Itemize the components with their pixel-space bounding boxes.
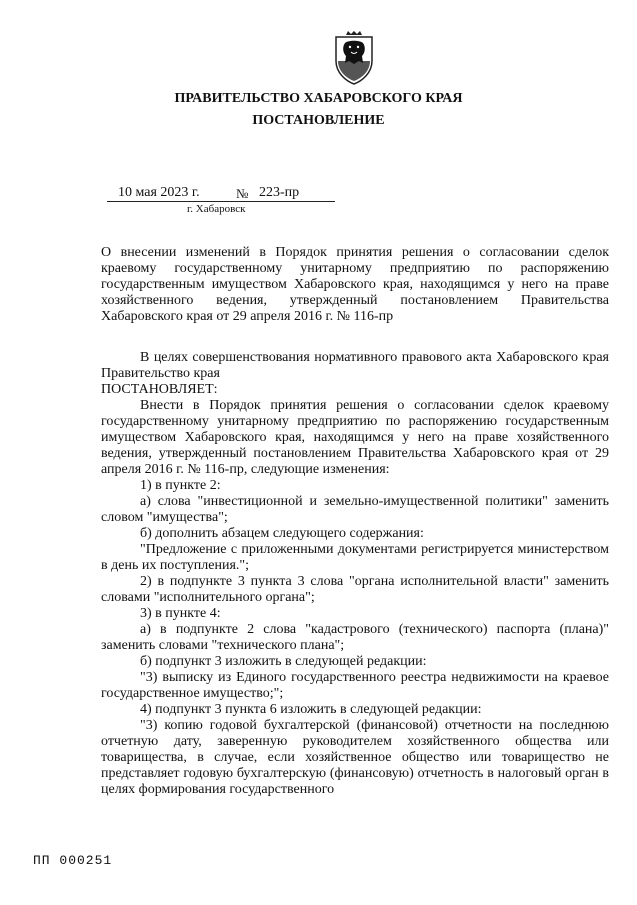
khabarovsk-coat-of-arms-icon bbox=[332, 31, 376, 85]
document-date: 10 мая 2023 г. bbox=[118, 185, 200, 200]
date-number-underline bbox=[107, 201, 335, 202]
preamble: В целях совершенствования нормативного правового акта Хабаровского края Правительство края bbox=[101, 350, 609, 381]
item-1b-quote: "Предложение с приложенными документами регистрируется министерством в день их поступления."; bbox=[101, 542, 609, 573]
item-3b-quote: "3) выписку из Единого государственного реестра недвижимости на краевое государственное имущество;"; bbox=[101, 670, 609, 701]
item-2: 2) в подпункте 3 пункта 3 слова "органа исполнительной власти" заменить словами "исполнительного органа"; bbox=[101, 574, 609, 605]
item-4: 4) подпункт 3 пункта 6 изложить в следующей редакции: bbox=[140, 702, 482, 717]
document-number: 223-пр bbox=[259, 185, 300, 200]
document-subject: О внесении изменений в Порядок принятия решения о согласовании сделок краевому государственному унитарному предприятию по распоряжению государственным имуществом Хабаровского края, находящимся у него на праве хозяйственного ведения, утвержденный постановлением Правительства Хабаровского края от 29 апреля 2016 г. № 116-пр bbox=[101, 245, 609, 324]
item-3a: а) в подпункте 2 слова "кадастрового (технического) паспорта (плана)" заменить словами "технического плана"; bbox=[101, 622, 609, 653]
government-title: ПРАВИТЕЛЬСТВО ХАБАРОВСКОГО КРАЯ bbox=[174, 91, 463, 106]
document-city: г. Хабаровск bbox=[187, 203, 246, 215]
item-1a: а) слова "инвестиционной и земельно-имущественной политики" заменить словом "имущества"; bbox=[101, 494, 609, 525]
number-sign: № bbox=[236, 186, 249, 201]
item-3b: б) подпункт 3 изложить в следующей редакции: bbox=[140, 654, 427, 669]
document-body bbox=[101, 350, 609, 798]
body-intro: Внести в Порядок принятия решения о согласовании сделок краевому государственному унитарному предприятию по распоряжению государственным имуществом Хабаровского края, находящимся у него на праве хозяйственного ведения, утвержденный постановлением Правительства Хабаровского края от 29 апреля 2016 г. № 116-пр, следующие изменения: bbox=[101, 398, 609, 477]
item-4-quote: "3) копию годовой бухгалтерской (финансовой) отчетности на последнюю отчетную дату, заверенную руководителем хозяйственного общества или товарищества, в случае, если хозяйственное общество или товарищество не представляет годовую бухгалтерскую (финансовую) отчетность в налоговый орган в целях формирования государственного bbox=[101, 718, 609, 797]
resolves-heading: ПОСТАНОВЛЯЕТ: bbox=[101, 382, 218, 397]
document-type: ПОСТАНОВЛЕНИЕ bbox=[252, 113, 385, 128]
form-serial-number: ПП 000251 bbox=[33, 853, 113, 868]
item-1b: б) дополнить абзацем следующего содержания: bbox=[140, 526, 424, 541]
item-3: 3) в пункте 4: bbox=[140, 606, 221, 621]
item-1: 1) в пункте 2: bbox=[140, 478, 221, 493]
